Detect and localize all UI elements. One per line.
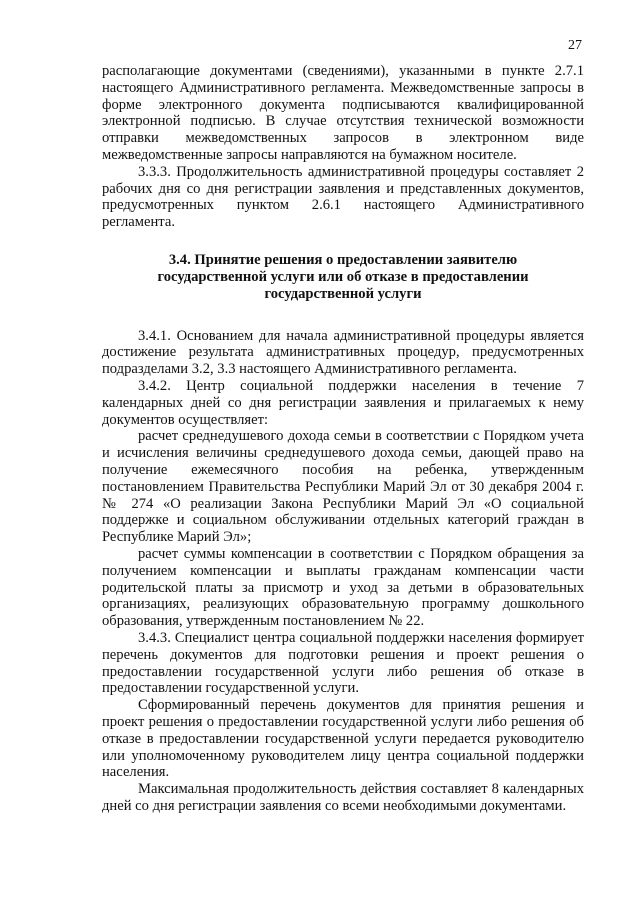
paragraph: 3.4.1. Основанием для начала административной процедуры является достижение результата административных процедур, предусмотренных подразделами 3.2, 3.3 настоящего Административного регламента. [102,327,584,378]
section-heading-line: 3.4. Принятие решения о предоставлении заявителю [168,251,518,268]
paragraph: 3.3.3. Продолжительность административной процедуры составляет 2 рабочих дня со дня регистрации заявления и представленных документов, предусмотренных пунктом 2.6.1 настоящего Административного регламента. [102,163,584,231]
paragraph: Сформированный перечень документов для принятия решения и проект решения о предоставлении государственной услуги либо решения об отказе в предоставлении государственной услуги передается руководителю или уполномоченному руководителем лицу центра социальной поддержки населения. [102,697,584,781]
paragraph: Максимальная продолжительность действия составляет 8 календарных дней со дня регистрации заявления со всеми необходимыми документами. [102,781,584,814]
paragraph: 3.4.2. Центр социальной поддержки населения в течение 7 календарных дней со дня регистрации заявления и прилагаемых к нему документов осуществляет: [102,377,584,428]
section-heading [102,252,584,304]
paragraph: 3.4.3. Специалист центра социальной поддержки населения формирует перечень документов для подготовки решения и проект решения о предоставлении государственной услуги либо решения об отказе в предоставлении государственной услуги. [102,629,584,697]
paragraph: расчет среднедушевого дохода семьи в соответствии с Порядком учета и исчисления величины среднедушевого дохода семьи, дающей право на получение ежемесячного пособия на ребенка, утвержденным постановлением Правительства Республики Марий Эл от 30 декабря 2004 г. № 274 «О реализации Закона Республики Марий Эл «О социальной поддержке и социальном обслуживании отдельных категорий граждан в Республике Марий Эл»; [102,428,584,546]
paragraph: располагающие документами (сведениями), указанными в пункте 2.7.1 настоящего Административного регламента. Межведомственные запросы в форме электронного документа подписываются квалифицированной электронной подписью. В случае отсутствия технической возможности отправки межведомственных запросов в электронном виде межведомственные запросы направляются на бумажном носителе. [102,63,584,163]
document-body [102,63,584,815]
paragraph: расчет суммы компенсации в соответствии с Порядком обращения за получением компенсации и выплаты гражданам компенсации части родительской платы за присмотр и уход за детьми в образовательных организациях, реализующих образовательную программу дошкольного образования, утвержденным постановлением № 22. [102,545,584,630]
section-heading-line: государственной услуги [264,286,422,303]
section-heading-line: государственной услуги или об отказе в предоставлении [157,269,529,286]
page-number: 27 [568,38,582,53]
